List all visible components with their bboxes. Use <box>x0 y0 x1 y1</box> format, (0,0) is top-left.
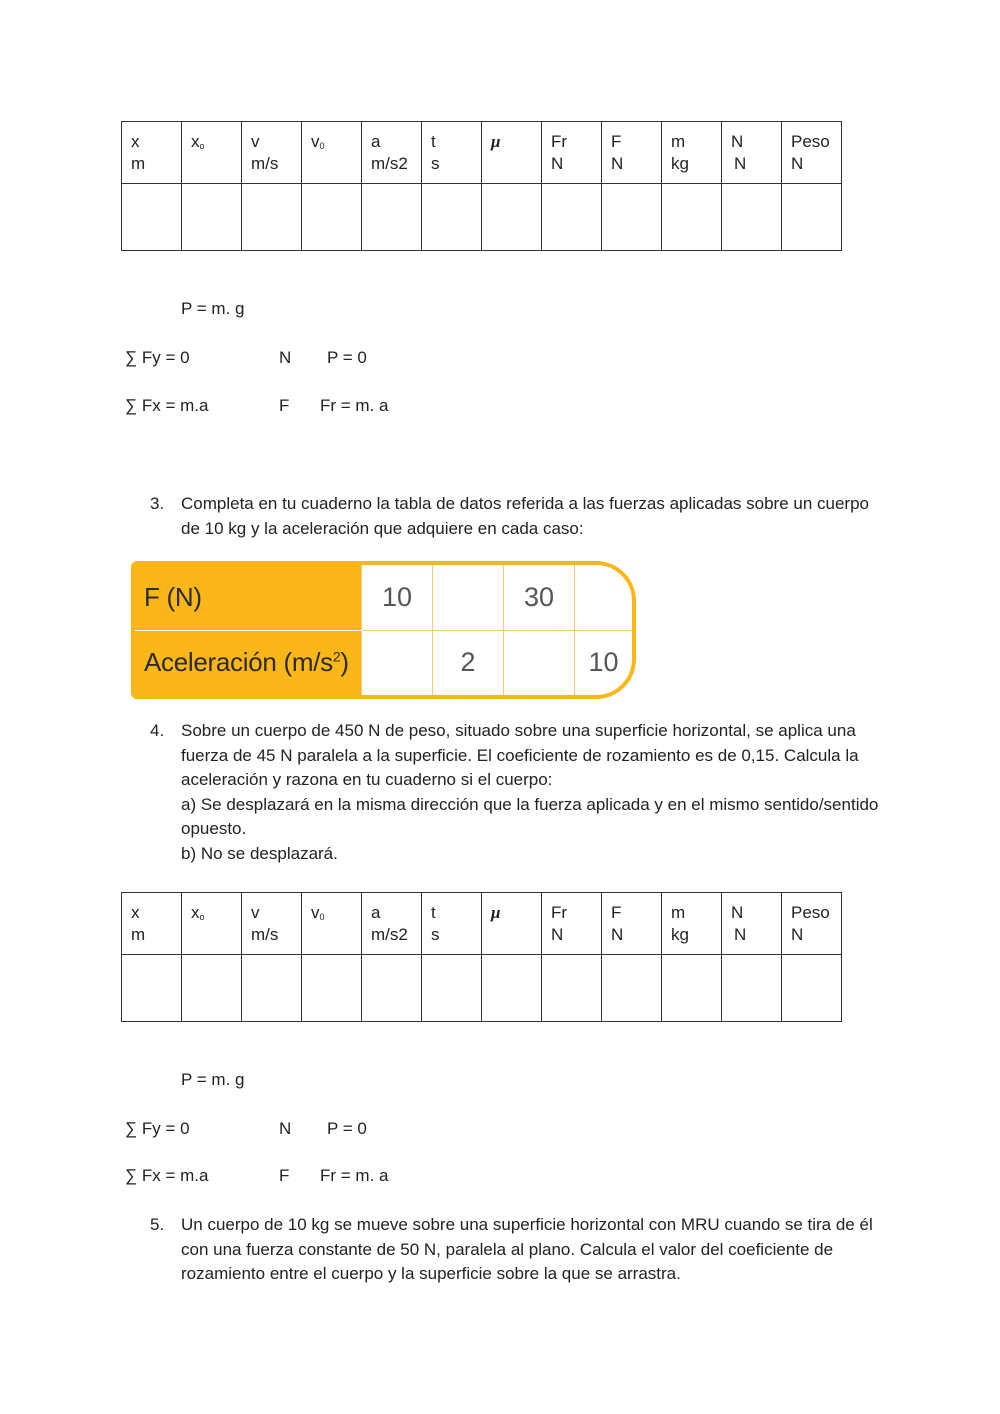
answer-cell[interactable] <box>362 184 422 251</box>
header-cell: $x_o$ <box>182 122 242 184</box>
force-value-cell <box>575 565 633 630</box>
exercise-4 <box>150 719 890 866</box>
acceleration-value-cell: 10 <box>575 630 633 695</box>
answer-cell[interactable] <box>782 184 842 251</box>
fy-n-term: N <box>279 348 292 367</box>
answer-cell[interactable] <box>542 184 602 251</box>
exercise-3 <box>150 492 890 541</box>
fy-n-term: N <box>279 1119 292 1138</box>
exercise-number: 3. <box>150 494 165 513</box>
acceleration-value-cell <box>504 630 575 695</box>
force-row-label: F (N) <box>135 565 362 630</box>
fx-fr-term: Fr = m. a <box>320 1166 389 1185</box>
exercise-text: Completa en tu cuaderno la tabla de datos referida a las fuerzas aplicadas sobre un cuerpo de 10 kg y la aceleración que adquiere en cada caso: <box>181 494 869 538</box>
fy-p-term: P = 0 <box>327 348 367 367</box>
answer-cell[interactable] <box>122 955 182 1022</box>
answer-cell[interactable] <box>302 184 362 251</box>
sum-fx-formula: ∑ Fx = m.a <box>125 1166 209 1185</box>
acceleration-row-label: Aceleración $(m/s^2)$ <box>135 630 362 695</box>
answer-cell[interactable] <box>422 955 482 1022</box>
weight-formula: P = m. g <box>181 1070 245 1089</box>
answer-cell[interactable] <box>722 955 782 1022</box>
weight-formula: P = m. g <box>181 299 245 318</box>
answer-cell[interactable] <box>602 184 662 251</box>
header-cell: F N <box>602 122 662 184</box>
header-cell: m kg <box>662 893 722 955</box>
force-value-cell: 30 <box>504 565 575 630</box>
variables-answer-row <box>122 955 842 1022</box>
exercise-number: 5. <box>150 1215 165 1234</box>
answer-cell[interactable] <box>662 184 722 251</box>
answer-cell[interactable] <box>482 955 542 1022</box>
answer-cell[interactable] <box>722 184 782 251</box>
answer-cell[interactable] <box>242 955 302 1022</box>
fx-f-term: F <box>279 396 290 415</box>
answer-cell[interactable] <box>542 955 602 1022</box>
variables-table <box>121 121 842 251</box>
header-cell: t s <box>422 122 482 184</box>
acceleration-row <box>135 630 632 695</box>
variables-header-row <box>122 893 842 955</box>
header-cell: a m/s2 <box>362 122 422 184</box>
header-cell: x m <box>122 893 182 955</box>
header-cell: v m/s <box>242 893 302 955</box>
variables-answer-row <box>122 184 842 251</box>
force-row <box>135 565 632 630</box>
header-cell: $v_0$ <box>302 122 362 184</box>
answer-cell[interactable] <box>122 184 182 251</box>
answer-cell[interactable] <box>422 184 482 251</box>
force-acceleration-table <box>131 561 636 699</box>
answer-cell[interactable] <box>242 184 302 251</box>
answer-cell[interactable] <box>302 955 362 1022</box>
exercise-option-b: b) No se desplazará. <box>181 843 338 863</box>
variables-table <box>121 892 842 1022</box>
sum-fy-formula: ∑ Fy = 0 <box>125 1119 190 1138</box>
answer-cell[interactable] <box>182 955 242 1022</box>
header-cell: μ <box>482 122 542 184</box>
sum-fx-formula: ∑ Fx = m.a <box>125 396 209 415</box>
fx-f-term: F <box>279 1166 290 1185</box>
acceleration-value-cell: 2 <box>433 630 504 695</box>
header-cell: Peso N <box>782 893 842 955</box>
header-cell: F N <box>602 893 662 955</box>
header-cell: μ <box>482 893 542 955</box>
header-cell: x m <box>122 122 182 184</box>
fx-fr-term: Fr = m. a <box>320 396 389 415</box>
variables-header-row <box>122 122 842 184</box>
force-value-cell: 10 <box>362 565 433 630</box>
answer-cell[interactable] <box>602 955 662 1022</box>
answer-cell[interactable] <box>662 955 722 1022</box>
header-cell: N N <box>722 893 782 955</box>
header-cell: N N <box>722 122 782 184</box>
answer-cell[interactable] <box>782 955 842 1022</box>
answer-cell[interactable] <box>482 184 542 251</box>
exercise-number: 4. <box>150 721 165 740</box>
header-cell: v m/s <box>242 122 302 184</box>
exercise-5 <box>150 1213 890 1287</box>
sum-fy-formula: ∑ Fy = 0 <box>125 348 190 367</box>
header-cell: m kg <box>662 122 722 184</box>
header-cell: Fr N <box>542 122 602 184</box>
answer-cell[interactable] <box>182 184 242 251</box>
exercise-text <box>181 719 890 866</box>
exercise-text: Un cuerpo de 10 kg se mueve sobre una superficie horizontal con MRU cuando se tira de él con una fuerza constante de 50 N, paralela al plano. Calcula el valor del coeficiente de rozamiento entre el cuerpo y la superficie sobre la que se arrastra. <box>181 1215 873 1283</box>
header-cell: a m/s2 <box>362 893 422 955</box>
header-cell: Fr N <box>542 893 602 955</box>
force-value-cell <box>433 565 504 630</box>
header-cell: $x_o$ <box>182 893 242 955</box>
fy-p-term: P = 0 <box>327 1119 367 1138</box>
acceleration-value-cell <box>362 630 433 695</box>
header-cell: $v_0$ <box>302 893 362 955</box>
answer-cell[interactable] <box>362 955 422 1022</box>
header-cell: t s <box>422 893 482 955</box>
header-cell: Peso N <box>782 122 842 184</box>
exercise-option-a: a) Se desplazará en la misma dirección que la fuerza aplicada y en el mismo sentido/sentido opuesto. <box>181 794 879 838</box>
exercise-paragraph: Sobre un cuerpo de 450 N de peso, situado sobre una superficie horizontal, se aplica una fuerza de 45 N paralela a la superficie. El coeficiente de rozamiento es de 0,15. Calcula la aceleración y razona en tu cuaderno si el cuerpo: <box>181 721 859 789</box>
